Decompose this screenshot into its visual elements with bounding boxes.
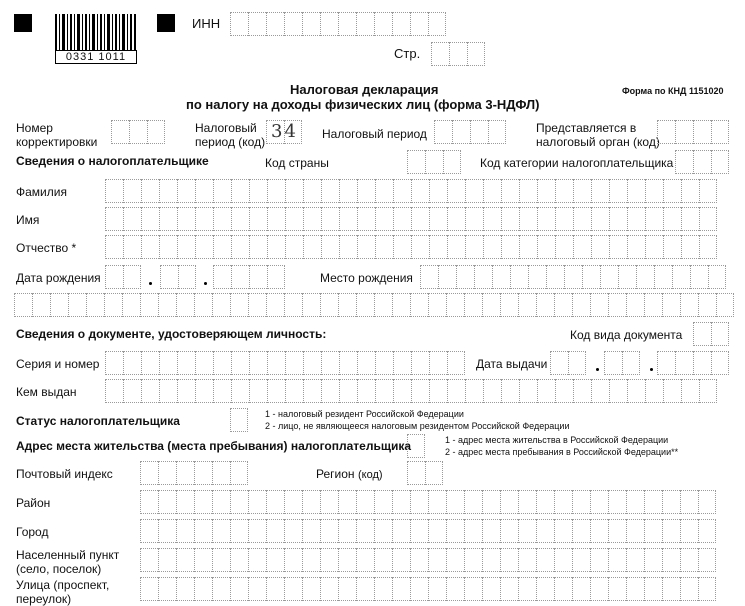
issued-by-label: Кем выдан bbox=[16, 385, 77, 399]
document-type-code-label: Код вида документа bbox=[570, 328, 683, 342]
settlement-label: Населенный пункт (село, поселок) bbox=[16, 548, 120, 576]
postal-code-cells[interactable] bbox=[140, 461, 248, 485]
series-number-cells[interactable] bbox=[105, 351, 465, 375]
address-type-cell[interactable] bbox=[407, 434, 425, 458]
country-code-cells[interactable] bbox=[407, 150, 461, 174]
patronymic-label: Отчество * bbox=[16, 241, 77, 255]
tax-period-code-value: 34 bbox=[271, 121, 298, 142]
inn-cells[interactable] bbox=[230, 12, 446, 36]
barcode-digits: 0331 1011 bbox=[55, 50, 137, 64]
surname-label: Фамилия bbox=[16, 185, 67, 199]
district-label: Район bbox=[16, 496, 51, 510]
street-label: Улица (проспект, переулок) bbox=[16, 578, 110, 606]
page-label: Стр. bbox=[394, 46, 421, 61]
correction-number-cells[interactable] bbox=[111, 120, 165, 144]
country-code-label: Код страны bbox=[265, 156, 329, 170]
name-cells[interactable] bbox=[105, 207, 717, 231]
issue-date-dot-2 bbox=[650, 368, 653, 371]
form-title-line2: по налогу на доходы физических лиц (форма 3-НДФЛ) bbox=[186, 97, 540, 112]
birth-day-cells[interactable] bbox=[105, 265, 141, 289]
city-label: Город bbox=[16, 525, 49, 539]
postal-code-label: Почтовый индекс bbox=[16, 467, 113, 481]
issue-year-cells[interactable] bbox=[657, 351, 729, 375]
issue-date-dot-1 bbox=[596, 368, 599, 371]
birth-place-cells[interactable] bbox=[420, 265, 726, 289]
document-type-code-cells[interactable] bbox=[693, 322, 729, 346]
region-code-suffix: (код) bbox=[358, 469, 383, 481]
city-cells[interactable] bbox=[140, 519, 716, 543]
settlement-cells[interactable] bbox=[140, 548, 716, 572]
address-heading: Адрес места жительства (места пребывания) налогоплательщика bbox=[16, 439, 412, 453]
barcode bbox=[55, 14, 137, 50]
page-cells[interactable] bbox=[431, 42, 485, 66]
correction-number-label: Номер корректировки bbox=[16, 121, 98, 149]
series-number-label: Серия и номер bbox=[16, 357, 100, 371]
surname-cells[interactable] bbox=[105, 179, 717, 203]
region-code-label: Регион bbox=[316, 467, 355, 481]
address-option-2: 2 - адрес места пребывания в Российской Федерации** bbox=[445, 447, 679, 457]
birth-date-dot-1 bbox=[149, 282, 152, 285]
inn-label: ИНН bbox=[192, 16, 221, 31]
status-option-1: 1 - налоговый резидент Российской Федерации bbox=[265, 409, 464, 419]
street-cells[interactable] bbox=[140, 577, 716, 601]
tax-period-code-label: Налоговый период (код) bbox=[195, 121, 266, 149]
birth-date-label: Дата рождения bbox=[16, 271, 101, 285]
name-label: Имя bbox=[16, 213, 40, 227]
address-option-1: 1 - адрес места жительства в Российской Федерации bbox=[445, 435, 669, 445]
issued-by-cells[interactable] bbox=[105, 379, 717, 403]
corner-marker-left bbox=[14, 14, 32, 32]
district-cells[interactable] bbox=[140, 490, 716, 514]
submitted-to-label: Представляется в налоговый орган (код) bbox=[536, 121, 660, 149]
form-code: Форма по КНД 1151020 bbox=[622, 86, 724, 96]
birth-date-dot-2 bbox=[204, 282, 207, 285]
region-code-cells[interactable] bbox=[407, 461, 443, 485]
birth-place-label: Место рождения bbox=[320, 271, 413, 285]
barcode-icon bbox=[55, 14, 137, 50]
issue-month-cells[interactable] bbox=[604, 351, 640, 375]
status-option-2: 2 - лицо, не являющееся налоговым резидентом Российской Федерации bbox=[265, 421, 570, 431]
birth-place-cells-line2[interactable] bbox=[14, 293, 734, 317]
tax-period-label: Налоговый период bbox=[322, 127, 427, 141]
issue-day-cells[interactable] bbox=[550, 351, 586, 375]
category-code-cells[interactable] bbox=[675, 150, 729, 174]
taxpayer-status-cell[interactable] bbox=[230, 408, 248, 432]
submitted-to-cells[interactable] bbox=[657, 120, 729, 144]
category-code-label: Код категории налогоплательщика bbox=[480, 156, 674, 170]
document-info-heading: Сведения о документе, удостоверяющем личность: bbox=[16, 327, 327, 341]
issue-date-label: Дата выдачи bbox=[476, 357, 548, 371]
taxpayer-status-label: Статус налогоплательщика bbox=[16, 414, 180, 428]
tax-period-cells[interactable] bbox=[434, 120, 506, 144]
birth-year-cells[interactable] bbox=[213, 265, 285, 289]
corner-marker-right bbox=[157, 14, 175, 32]
taxpayer-info-heading: Сведения о налогоплательщике bbox=[16, 154, 209, 168]
birth-month-cells[interactable] bbox=[160, 265, 196, 289]
patronymic-cells[interactable] bbox=[105, 235, 717, 259]
form-title-line1: Налоговая декларация bbox=[290, 82, 439, 97]
